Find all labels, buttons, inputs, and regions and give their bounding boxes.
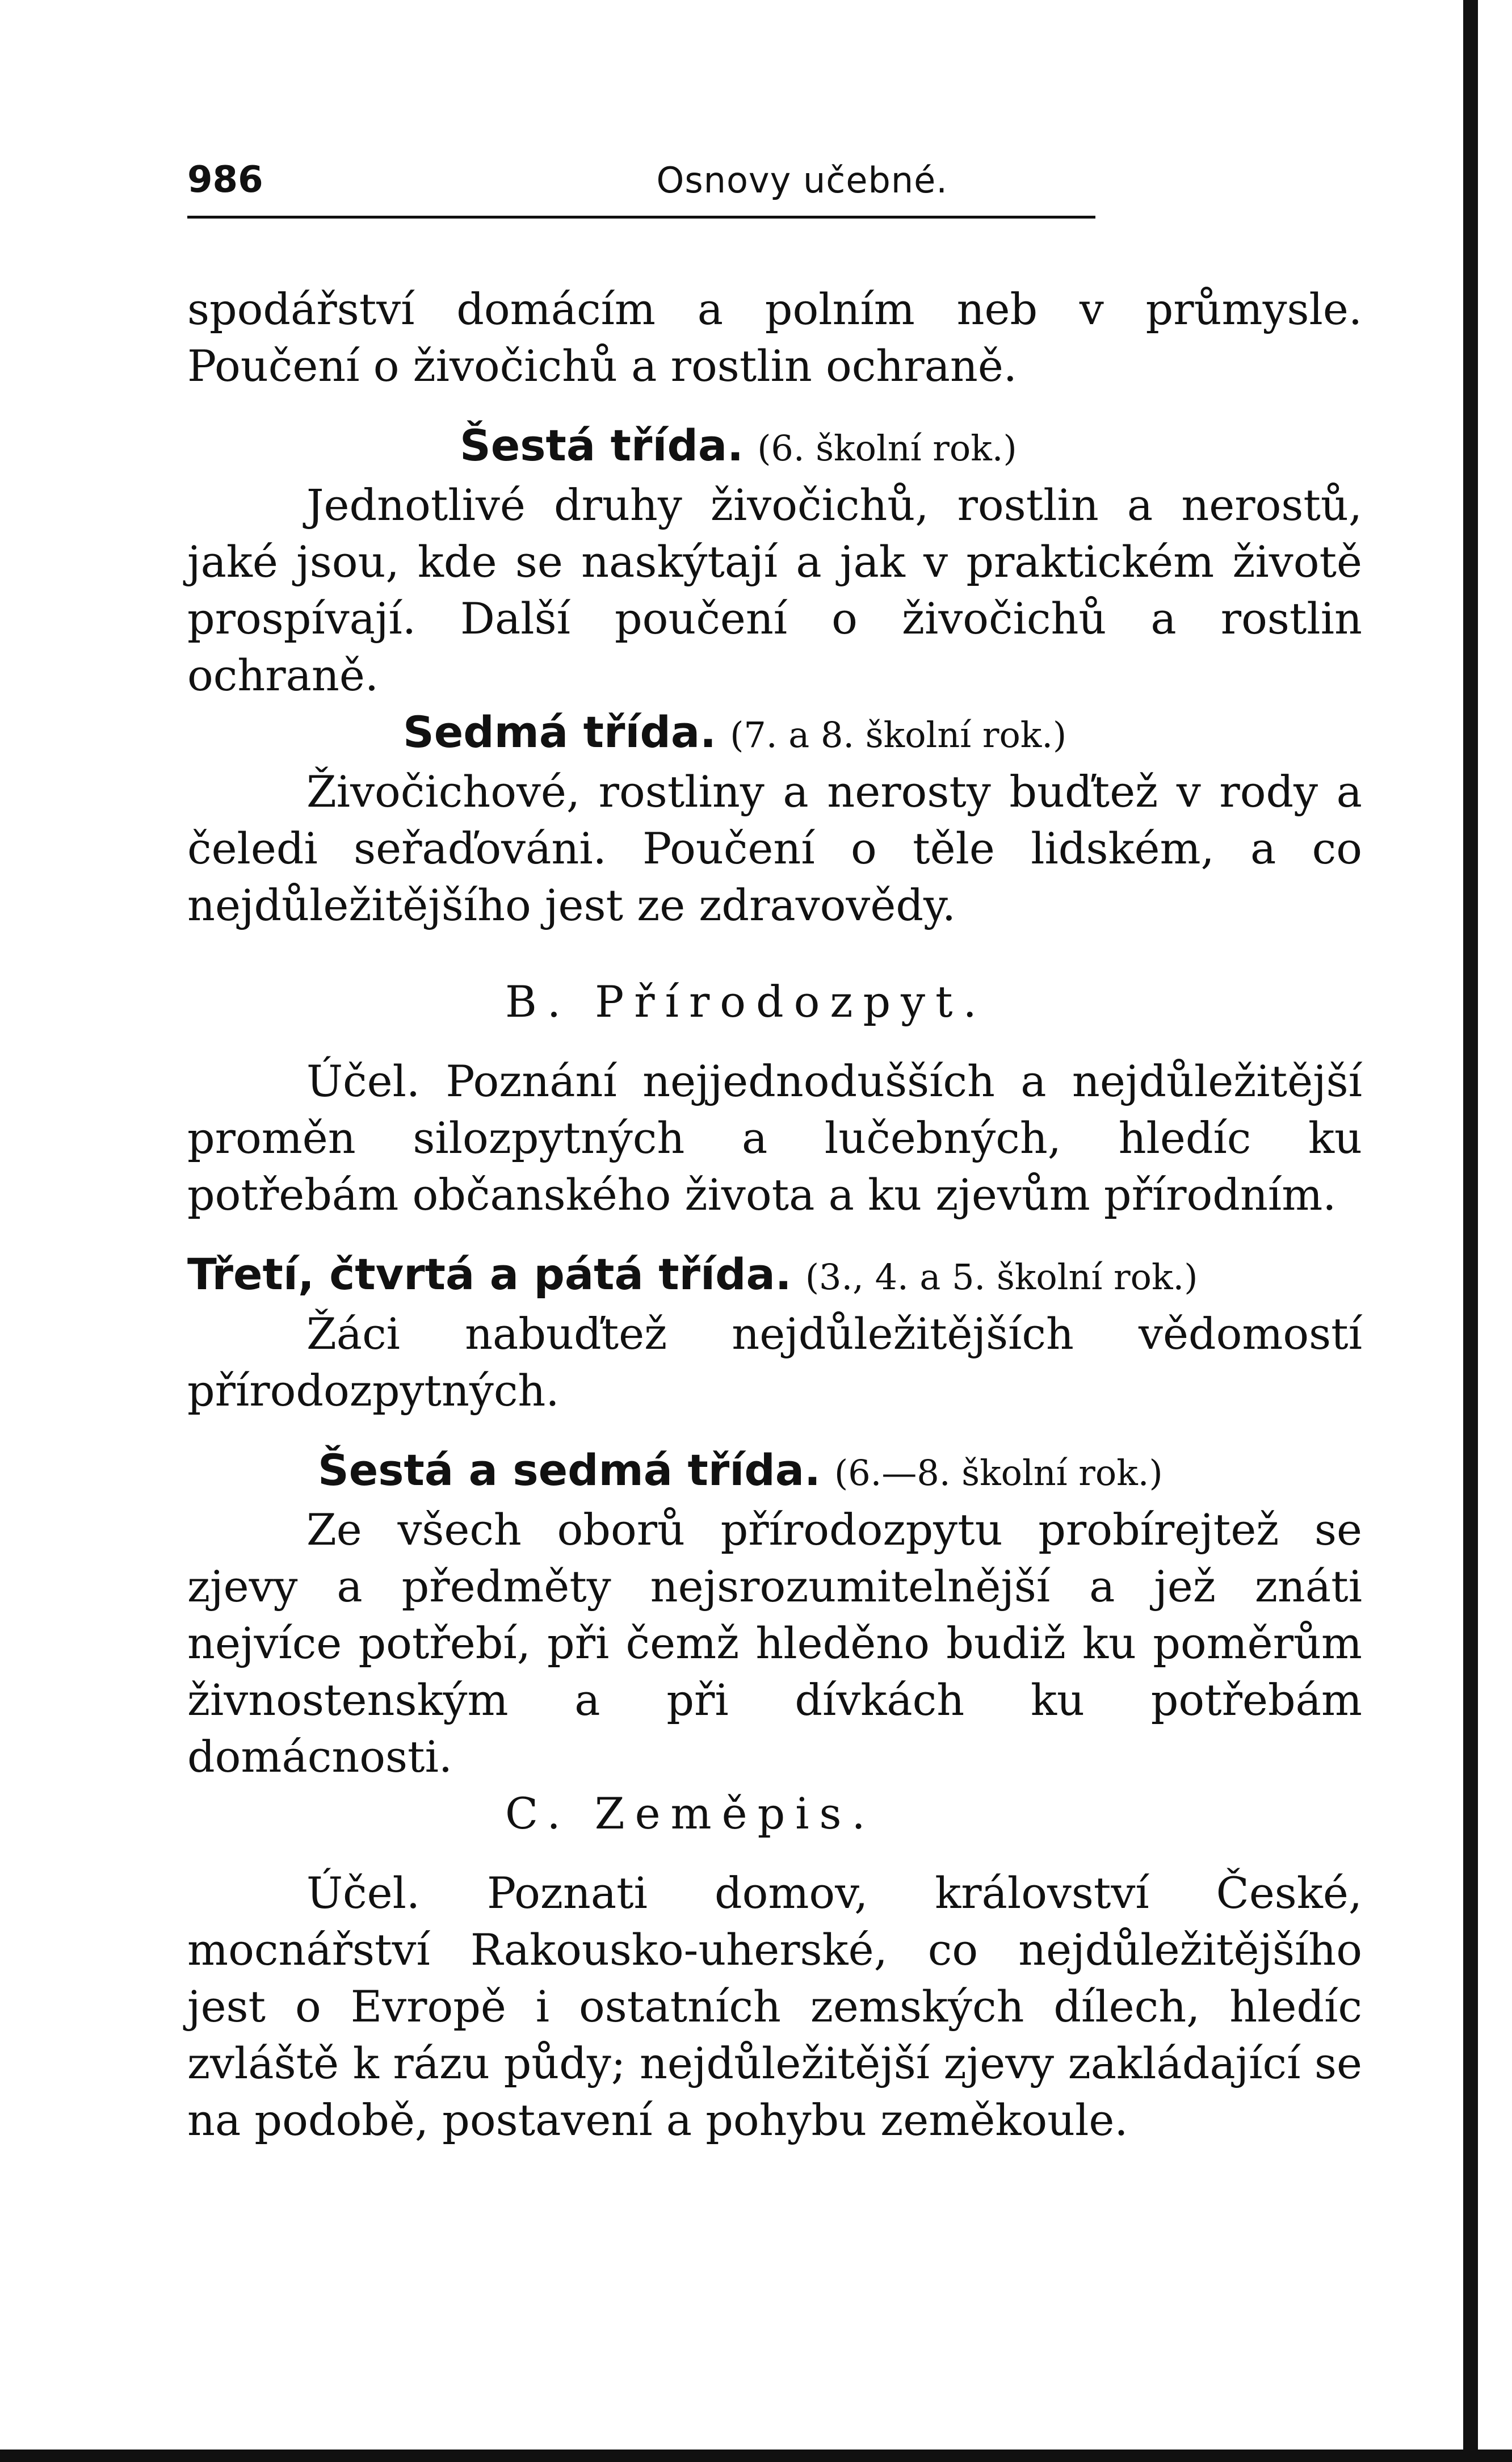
heading-sedma-trida (187, 704, 1362, 764)
heading-note: (3., 4. a 5. školní rok.) (805, 1256, 1198, 1298)
heading-sesta-a-sedma (187, 1442, 1362, 1501)
heading-title: Šestá třída. (460, 420, 744, 471)
section-title-c: C. Zeměpis. (505, 1788, 876, 1839)
running-head: Osnovy učebné. (656, 160, 948, 201)
heading-note: (6. školní rok.) (757, 427, 1017, 469)
heading-title: Třetí, čtvrtá a pátá třída. (187, 1249, 792, 1299)
paragraph-treti: Žáci nabuďtež nejdůležitějších vědomostí přírodozpytných. (187, 1308, 1362, 1416)
book-page (187, 159, 1362, 2149)
page-number: 986 (187, 159, 263, 201)
paragraph-continuation: spodářství domácím a polním neb v průmysle. Poučení o živočichů a rostlin ochraně. (187, 284, 1362, 391)
heading-title: Šestá a sedmá třída. (318, 1445, 821, 1495)
heading-title: Sedmá třída. (403, 707, 717, 757)
heading-note: (6.—8. školní rok.) (834, 1452, 1163, 1494)
heading-note: (7. a 8. školní rok.) (730, 714, 1067, 756)
paragraph-ucel-prirodozpyt: Účel. Poznání nejjednodušších a nejdůležitější proměn silozpytných a lučebných, hledíc ku potřebám občanského života a ku zjevům přírodním. (187, 1056, 1362, 1220)
heading-treti-ctvrta-pata (187, 1246, 1362, 1306)
paragraph-sesta: Jednotlivé druhy živočichů, rostlin a nerostů, jaké jsou, kde se naskýtají a jak v praktickém životě prospívají. Další poučení o živočichů a rostlin ochraně. (187, 480, 1362, 701)
paragraph-sesta-sedma: Ze všech oborů přírodozpytu probírejtež se zjevy a předměty nejsrozumitelnější a jež znáti nejvíce potřebí, při čemž hleděno budiž ku poměrům živnostenským a při dívkách ku potřebám domácnosti. (187, 1504, 1362, 1782)
scan-border-right (1463, 0, 1478, 2462)
scan-border-bottom (0, 2450, 1512, 2462)
paragraph-ucel-zemepis: Účel. Poznati domov, království České, mocnářství Rakousko-uherské, co nejdůležitějšího jest o Evropě i ostatních zemských dílech, hledíc zvláště k rázu půdy; nejdůležitější zjevy zakládající se na podobě, postavení a pohybu zeměkoule. (187, 1868, 1362, 2145)
paragraph-sedma: Živočichové, rostliny a nerosty buďtež v rody a čeledi seřaďováni. Poučení o těle lidském, a co nejdůležitějšího jest ze zdravovědy. (187, 766, 1362, 930)
heading-sesta-trida (187, 417, 1362, 477)
page-header (187, 159, 1095, 219)
section-title-b: B. Přírodozpyt. (505, 976, 987, 1027)
